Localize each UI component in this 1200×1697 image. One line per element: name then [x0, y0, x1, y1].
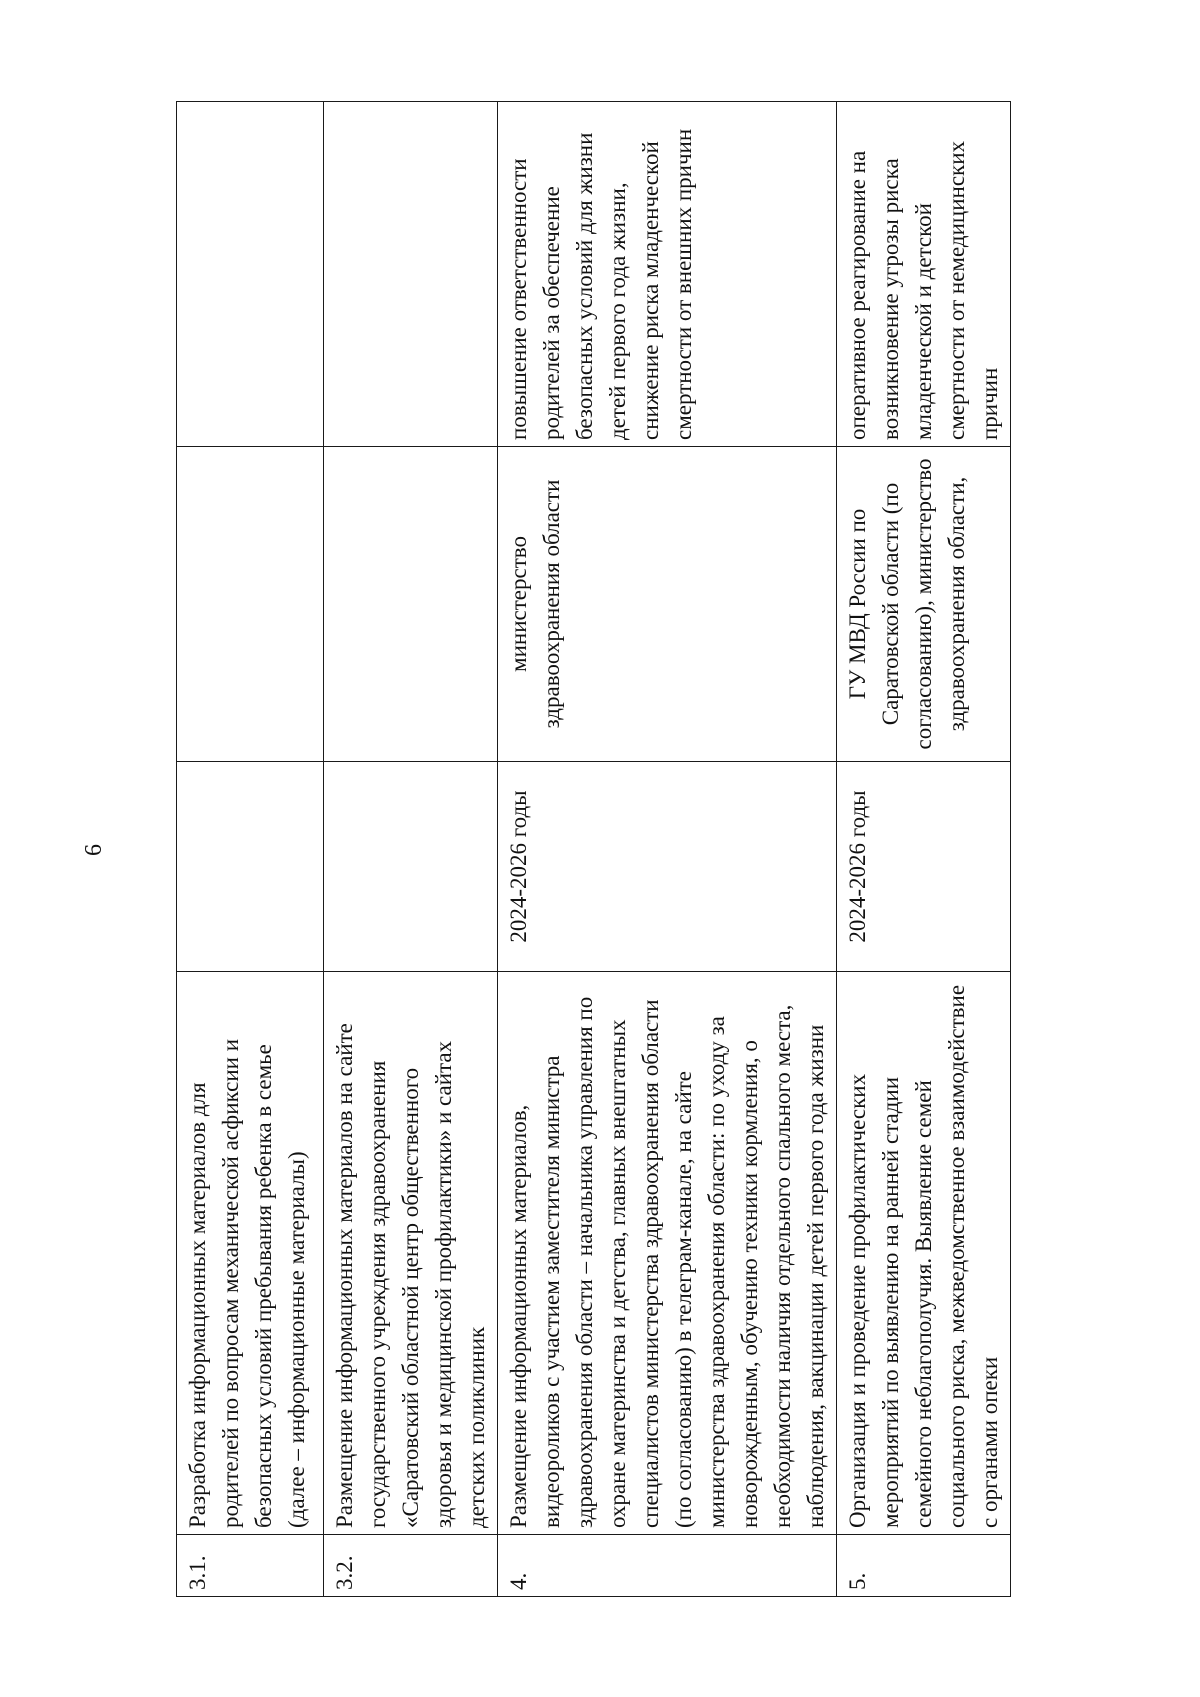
table-row	[498, 102, 837, 1597]
executor-cell	[324, 447, 498, 762]
table-row	[324, 102, 498, 1597]
page-number: 6	[81, 844, 107, 856]
measures-table	[176, 101, 1011, 1597]
row-number: 3.2.	[324, 1535, 498, 1597]
table-row	[177, 102, 324, 1597]
period-cell	[324, 762, 498, 972]
period-cell	[177, 762, 324, 972]
row-number: 3.1.	[177, 1535, 324, 1597]
period-cell: 2024-2026 годы	[837, 762, 1011, 972]
executor-cell	[177, 447, 324, 762]
rotated-table-wrapper	[176, 102, 1096, 1597]
row-number: 4.	[498, 1535, 837, 1597]
measure-text: Организация и проведение профилактических мероприятий по выявлению на ранней стадии семейного неблагополучия. Выявление семей социального риска, межведомственное взаимодействие с органами опеки	[837, 972, 1011, 1535]
executor-cell: ГУ МВД России по Саратовской области (по согласованию), министерство здравоохранения области,	[837, 447, 1011, 762]
measure-text: Размещение информационных материалов на сайте государственного учреждения здравоохранения «Саратовский областной центр общественного здоровья и медицинской профилактики» и сайтах детских поликлиник	[324, 972, 498, 1535]
result-cell: оперативное реагирование на возникновение угрозы риска младенческой и детской смертности от немедицинских причин	[837, 102, 1011, 447]
table-row	[837, 102, 1011, 1597]
period-cell: 2024-2026 годы	[498, 762, 837, 972]
result-cell: повышение ответственности родителей за обеспечение безопасных условий для жизни детей первого года жизни, снижение риска младенческой смертности от внешних причин	[498, 102, 837, 447]
measure-text: Разработка информационных материалов для родителей по вопросам механической асфиксии и безопасных условий пребывания ребенка в семье (далее – информационные материалы)	[177, 972, 324, 1535]
row-number: 5.	[837, 1535, 1011, 1597]
executor-cell: министерство здравоохранения области	[498, 447, 837, 762]
measure-text: Размещение информационных материалов, видеороликов с участием заместителя министра здравоохранения области – начальника управления по охране материнства и детства, главных внештатных специалистов министерства здравоохранения области (по согласованию) в телеграм-канале, на сайте министерства здравоохранения области: по уходу за новорожденным, обучению техники кормления, о необходимости наличия отдельного спального места, наблюдения, вакцинации детей первого года жизни	[498, 972, 837, 1535]
result-cell	[177, 102, 324, 447]
result-cell	[324, 102, 498, 447]
